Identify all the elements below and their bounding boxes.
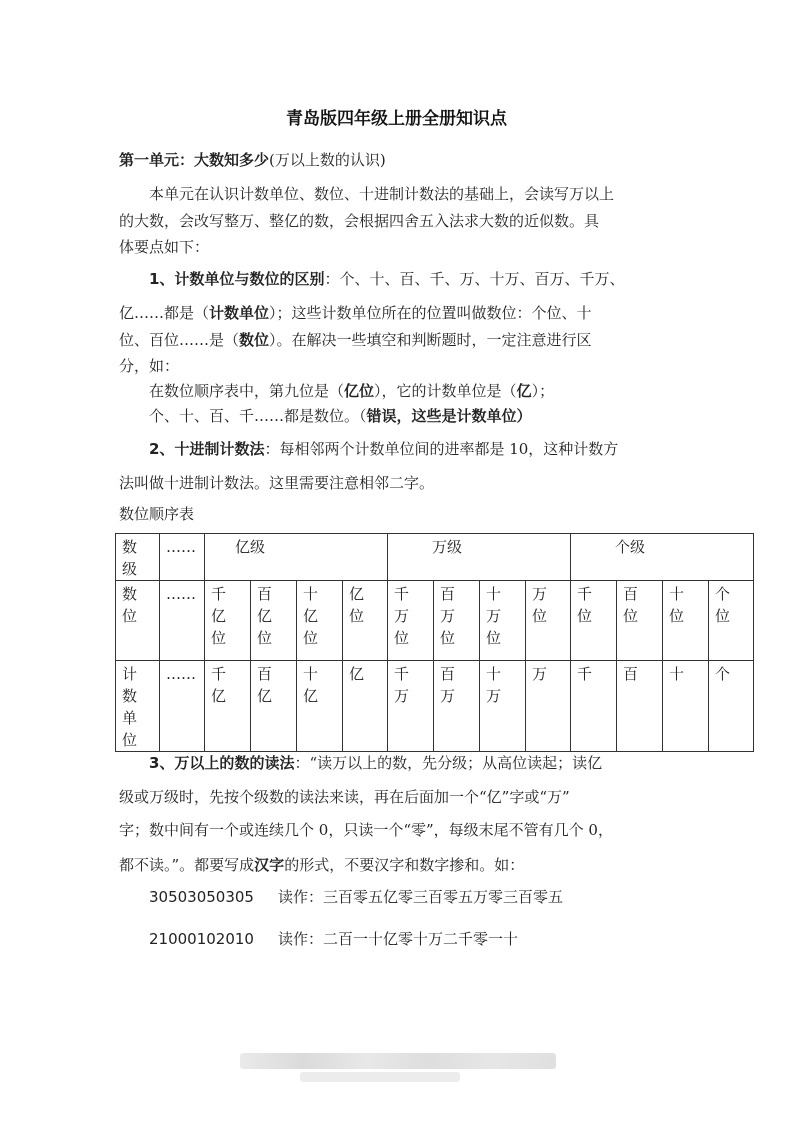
point3-text-4c: 的形式，不要汉字和数字掺和。如： — [284, 856, 525, 874]
document-title: 青岛版四年级上册全册知识点 — [286, 109, 507, 129]
table-cell — [388, 661, 434, 752]
example-number: 30503050305 — [149, 888, 254, 906]
unit-text: 万 — [532, 665, 548, 683]
unit-text: 百万 — [440, 665, 456, 705]
ex1-text-c: ），它的计数单位是（ — [374, 382, 517, 400]
row-head-place-text: 数位 — [122, 585, 138, 625]
ex1-emph-a: 亿位 — [344, 382, 375, 400]
table-cell — [617, 661, 663, 752]
point2-label: 2、十进制计数法 — [149, 440, 265, 458]
unit1-heading-rest: (万以上数的认识) — [269, 151, 386, 169]
table-caption: 数位顺序表 — [119, 505, 195, 523]
unit1-heading — [119, 149, 386, 170]
table-cell — [205, 661, 251, 752]
example-reading: 读作：二百一十亿零十万二千零一十 — [277, 930, 518, 948]
row-head-unit — [116, 661, 160, 752]
ex1-text-e: ）； — [531, 382, 555, 400]
table-cell — [617, 581, 663, 661]
place-text: 亿位 — [349, 585, 365, 625]
ellipsis-cell: …… — [160, 534, 205, 581]
place-value-table — [115, 533, 754, 752]
place-text: 十万位 — [486, 585, 502, 647]
point1-text-2c: ）；这些计数单位所在的位置叫做数位：个位、十 — [269, 304, 592, 322]
unit-text: 千亿 — [211, 665, 227, 705]
row-head-unit-text: 计数单位 — [122, 665, 138, 749]
table-cell — [251, 581, 297, 661]
ex2-text-c: ） — [516, 407, 532, 425]
table-cell — [709, 581, 754, 661]
point3-line-1 — [149, 752, 602, 773]
ex2-emph: 错误，这些是计数单位 — [366, 407, 517, 425]
row-head-level — [116, 534, 160, 581]
point3-label: 3、万以上的数的读法 — [149, 754, 295, 772]
point3-line-4 — [119, 854, 524, 875]
place-text: 百万位 — [440, 585, 456, 647]
point3-emph-hanzi: 汉字 — [254, 856, 285, 874]
ex2-text-a: 个、十、百、千……都是数位。（ — [149, 407, 367, 425]
table-row-places — [116, 581, 754, 661]
table-cell — [480, 661, 526, 752]
table-row-units — [116, 661, 754, 752]
table-cell — [434, 581, 480, 661]
point1-example-2 — [149, 405, 532, 426]
table-cell — [434, 661, 480, 752]
point1-text-3a: 位、百位……是（ — [119, 331, 240, 349]
reading-example-1 — [149, 886, 563, 907]
table-cell — [526, 581, 571, 661]
point1-emph-shuwei: 数位 — [239, 331, 270, 349]
point1-text-3c: ）。在解决一些填空和判断题时，一定注意进行区 — [269, 331, 592, 349]
unit1-heading-bold: 第一单元：大数知多少 — [119, 151, 270, 169]
row-head-place — [116, 581, 160, 661]
point1-example-1 — [149, 380, 554, 401]
point1-text-1: ：个、十、百、千、万、十万、百万、千万、 — [324, 270, 625, 288]
point1-line-1 — [149, 268, 624, 289]
table-cell — [709, 661, 754, 752]
place-text: 百位 — [623, 585, 639, 625]
point2-text-1: ：每相邻两个计数单位间的进率都是 10，这种计数方 — [264, 440, 619, 458]
unit-text: 十万 — [486, 665, 502, 705]
reading-example-2 — [149, 928, 518, 949]
blurred-footer — [240, 1053, 556, 1069]
point1-label: 1、计数单位与数位的区别 — [149, 270, 325, 288]
point1-line-3 — [119, 329, 592, 350]
point1-emph-jishu: 计数单位 — [209, 304, 270, 322]
example-reading: 读作：三百零五亿零三百零五万零三百零五 — [277, 888, 563, 906]
ellipsis-cell: …… — [160, 581, 205, 661]
place-text: 千位 — [577, 585, 593, 625]
level-ge: 个级 — [571, 534, 754, 581]
point1-line-2 — [119, 302, 592, 323]
unit-text: 个 — [715, 665, 731, 683]
intro-line-2: 的大数，会改写整万、整亿的数，会根据四舍五入法求大数的近似数。具 — [119, 212, 600, 230]
table-cell — [251, 661, 297, 752]
point3-line-2: 级或万级时，先按个级数的读法来读，再在后面加一个“亿”字或“万” — [119, 788, 570, 806]
point2-line-2: 法叫做十进制计数法。这里需要注意相邻二字。 — [119, 474, 435, 492]
table-cell — [526, 661, 571, 752]
example-number: 21000102010 — [149, 930, 254, 948]
intro-line-3: 体要点如下： — [119, 238, 210, 256]
place-text: 千万位 — [394, 585, 410, 647]
place-text: 百亿位 — [257, 585, 273, 647]
place-text: 十位 — [669, 585, 685, 625]
unit-text: 百亿 — [257, 665, 273, 705]
table-row-levels — [116, 534, 754, 581]
place-text: 万位 — [532, 585, 548, 625]
table-cell — [663, 661, 709, 752]
unit-text: 十亿 — [303, 665, 319, 705]
table-cell — [571, 581, 617, 661]
place-text: 十亿位 — [303, 585, 319, 647]
ex1-emph-b: 亿 — [516, 382, 532, 400]
table-cell — [205, 581, 251, 661]
table-cell — [388, 581, 434, 661]
place-text: 个位 — [715, 585, 731, 625]
table-cell — [297, 661, 343, 752]
intro-line-1: 本单元在认识计数单位、数位、十进制计数法的基础上，会读写万以上 — [149, 185, 615, 203]
place-text: 千亿位 — [211, 585, 227, 647]
point2-line-1 — [149, 438, 618, 459]
level-yi: 亿级 — [205, 534, 388, 581]
ex1-text-a: 在数位顺序表中，第九位是（ — [149, 382, 345, 400]
unit-text: 百 — [623, 665, 639, 683]
table-cell — [480, 581, 526, 661]
table-cell — [297, 581, 343, 661]
point3-line-3: 字；数中间有一个或连续几个 0，只读一个“零”，每级末尾不管有几个 0， — [119, 821, 613, 839]
level-wan: 万级 — [388, 534, 571, 581]
table-cell — [663, 581, 709, 661]
row-head-level-text: 数级 — [122, 538, 138, 578]
unit-text: 亿 — [349, 665, 365, 683]
point1-text-2a: 亿……都是（ — [119, 304, 210, 322]
table-cell — [343, 661, 388, 752]
table-cell — [343, 581, 388, 661]
unit-text: 千 — [577, 665, 593, 683]
blurred-footer-sub — [300, 1072, 460, 1082]
ellipsis-cell: …… — [160, 661, 205, 752]
point3-text-4a: 都不读。”。都要写成 — [119, 856, 255, 874]
point3-text-1: ：“读万以上的数，先分级；从高位读起；读亿 — [294, 754, 603, 772]
table-cell — [571, 661, 617, 752]
point1-line-4: 分，如： — [119, 357, 180, 375]
unit-text: 十 — [669, 665, 685, 683]
unit-text: 千万 — [394, 665, 410, 705]
